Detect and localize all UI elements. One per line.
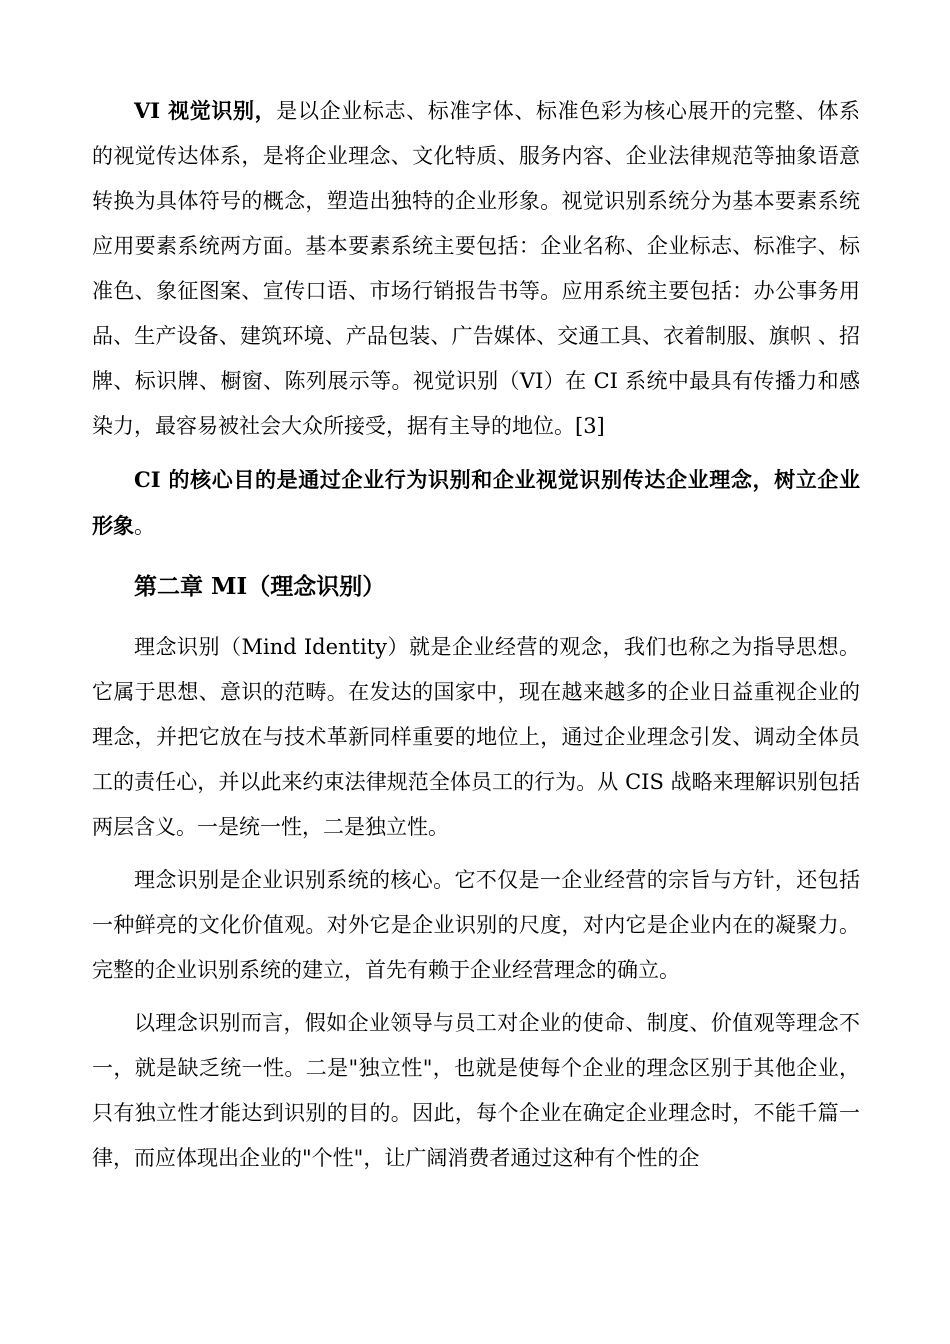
mi-paragraph-2: 理念识别是企业识别系统的核心。它不仅是一企业经营的宗旨与方针，还包括一种鲜亮的文化价值观。对外它是企业识别的尺度，对内它是企业内在的凝聚力。完整的企业识别系统的建立，首先有赖于企业经营理念的确立。 [92, 868, 860, 982]
mi-paragraph-3: 以理念识别而言，假如企业领导与员工对企业的使命、制度、价值观等理念不一，就是缺乏统一性。二是"独立性"，也就是使每个企业的理念区别于其他企业，只有独立性才能达到识别的目的。因此，每个企业在确定企业理念时，不能千篇一律，而应体现出企业的"个性"，让广阔消费者通过这种有个性的企 [92, 1011, 860, 1170]
ci-lead-text: CI 的核心目的是通过企业行为识别和企业视觉识别传达企业理念，树立企业形象 [92, 467, 860, 538]
ci-tail-text: 。 [134, 514, 155, 538]
vi-lead-text: VI 视觉识别， [134, 98, 277, 123]
ci-paragraph [92, 457, 860, 549]
vi-paragraph [92, 88, 860, 449]
chapter-heading: 第二章 MI（理念识别） [134, 573, 386, 600]
mi-paragraph-1: 理念识别（Mind Identity）就是企业经营的观念，我们也称之为指导思想。它属于思想、意识的范畴。在发达的国家中，现在越来越多的企业日益重视企业的理念，并把它放在与技术革新同样重要的地位上，通过企业理念引发、调动全体员工的责任心，并以此来约束法律规范全体员工的行为。从 CIS 战略来理解识别包括两层含义。一是统一性，二是独立性。 [92, 635, 860, 839]
vi-body-text: 是以企业标志、标准字体、标准色彩为核心展开的完整、体系的视觉传达体系，是将企业理念、文化特质、服务内容、企业法律规范等抽象语意转换为具体符号的概念，塑造出独特的企业形象。视觉识别系统分为基本要素系统应用要素系统两方面。基本要素系统主要包括：企业名称、企业标志、标准字、标准色、象征图案、宣传口语、市场行销报告书等。应用系统主要包括：办公事务用品、生产设备、建筑环境、产品包装、广告媒体、交通工具、衣着制服、旗帜 、招牌、标识牌、橱窗、陈列展示等。视觉识别（VI）在 CI 系统中最具有传播力和感染力，最容易被社会大众所接受，据有主导的地位。[3] [92, 99, 861, 438]
document-page [92, 88, 860, 1181]
